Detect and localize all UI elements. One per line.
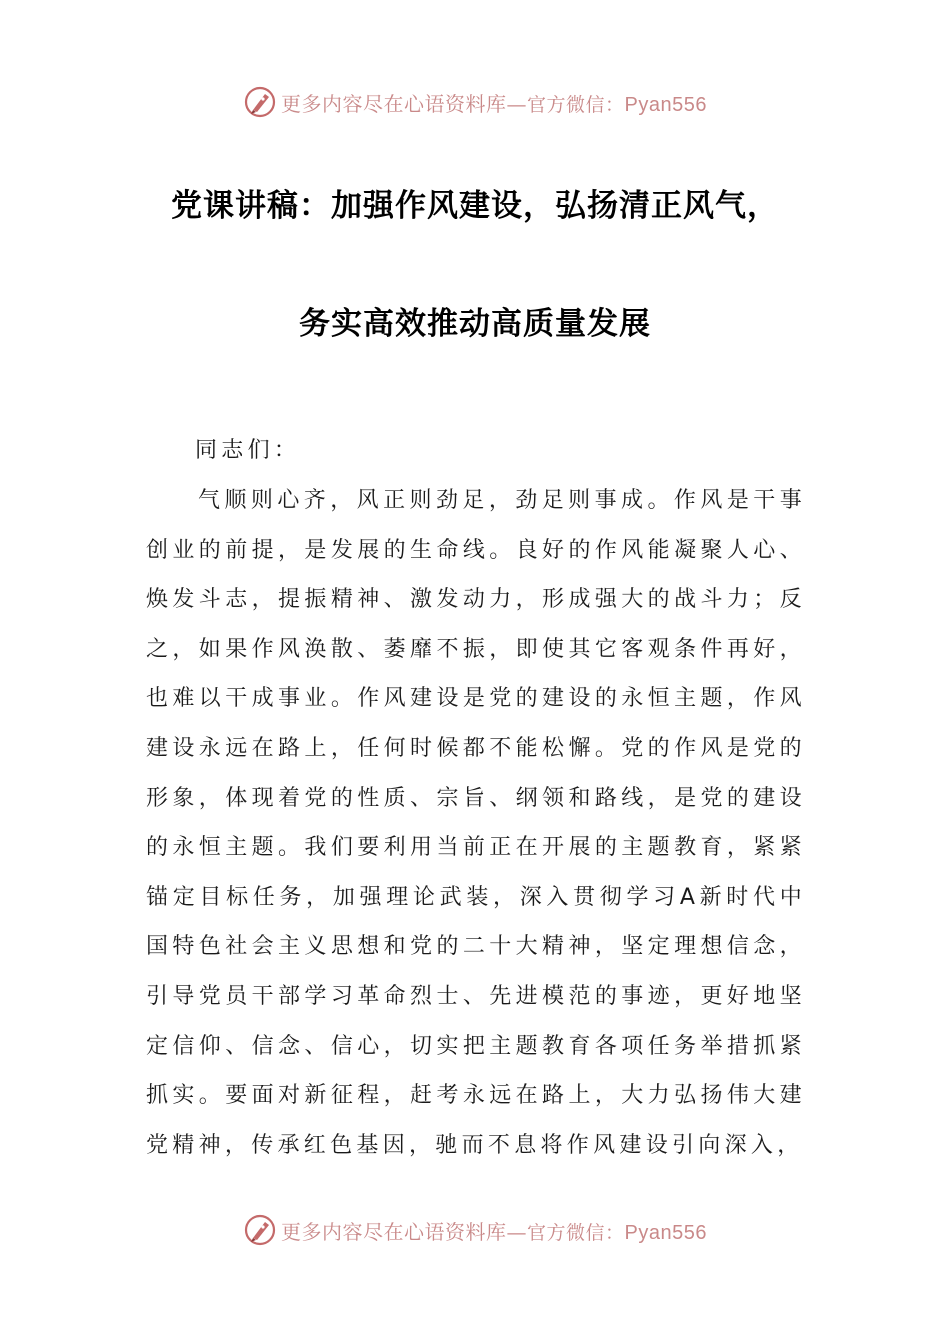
pen-nib-logo-icon bbox=[243, 85, 277, 119]
document-title-line-2: 务实高效推动高质量发展 bbox=[299, 306, 651, 342]
header-watermark-banner bbox=[0, 82, 950, 122]
body-paragraph: 气顺则心齐，风正则劲足，劲足则事成。作风是干事创业的前提，是发展的生命线。良好的作风能凝聚人心、焕发斗志，提振精神、激发动力，形成强大的战斗力；反之，如果作风涣散、萎靡不振，即使其它客观条件再好，也难以干成事业。作风建设是党的建设的永恒主题，作风建设永远在路上，任何时候都不能松懈。党的作风是党的形象，体现着党的性质、宗旨、纲领和路线，是党的建设的永恒主题。我们要利用当前正在开展的主题教育，紧紧锚定目标任务，加强理论武装，深入贯彻学习A新时代中国特色社会主义思想和党的二十大精神，坚定理想信念，引导党员干部学习革命烈士、先进模范的事迹，更好地坚定信仰、信念、信心，切实把主题教育各项任务举措抓紧抓实。要面对新征程，赶考永远在路上，大力弘扬伟大建党精神，传承红色基因，驰而不息将作风建设引向深入， bbox=[146, 488, 806, 1158]
document-title-line-1: 党课讲稿：加强作风建设，弘扬清正风气， bbox=[171, 188, 779, 224]
pen-nib-logo-icon bbox=[243, 1213, 277, 1247]
greeting: 同志们： bbox=[195, 438, 301, 463]
footer-watermark-banner bbox=[0, 1210, 950, 1250]
watermark-text: 更多内容尽在心语资料库—官方微信：Pyan556 bbox=[281, 1219, 707, 1244]
watermark-text: 更多内容尽在心语资料库—官方微信：Pyan556 bbox=[281, 91, 707, 116]
